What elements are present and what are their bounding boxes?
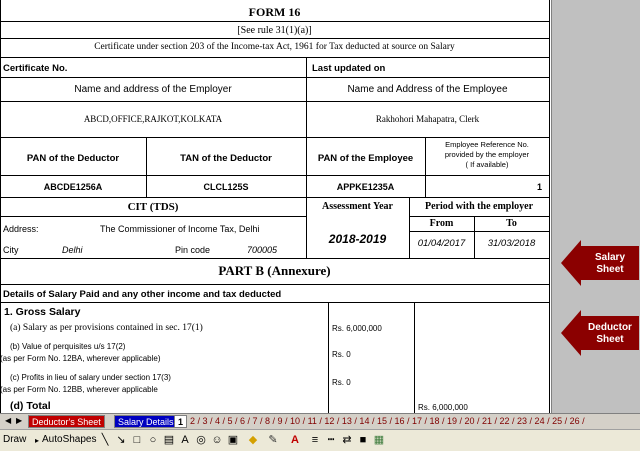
emp-ref-label-1: Employee Reference No. <box>445 140 529 149</box>
item-c-value: Rs. 0 <box>332 378 351 387</box>
form-title: FORM 16 <box>248 5 301 19</box>
dash-style-icon[interactable]: ┅ <box>327 434 335 446</box>
pincode-label: Pin code <box>175 245 211 255</box>
item-b-note: (as per Form No. 12BA, wherever applicable) <box>0 354 161 363</box>
cit-label: CIT (TDS) <box>127 201 179 213</box>
tab-scroll-right-icon[interactable]: ▶ <box>16 416 23 425</box>
to-label: To <box>506 218 517 229</box>
right-gray-area <box>551 0 640 413</box>
city-label: City <box>3 245 19 255</box>
item-a-label: (a) Salary as per provisions contained in sec. 17(1) <box>10 323 203 333</box>
employer-value: ABCD,OFFICE,RAJKOT,KOLKATA <box>83 114 223 124</box>
emp-ref-value: 1 <box>537 182 543 192</box>
employer-name-label: Name and address of the Employer <box>74 84 232 95</box>
pan-deductor-value: ABCDE1256A <box>43 182 103 192</box>
clipart-icon[interactable]: ☺ <box>211 434 223 446</box>
from-value: 01/04/2017 <box>417 238 466 249</box>
drawing-toolbar <box>0 429 640 451</box>
last-updated-label: Last updated on <box>312 63 386 74</box>
numbered-tabs[interactable]: 2 / 3 / 4 / 5 / 6 / 7 / 8 / 9 / 10 / 11 / 12 / 13 / 14 / 15 / 16 / 17 / 18 / 19 / 20 / 21 / 22 / 23 / 24 / 25 / 26 / <box>190 416 585 426</box>
from-label: From <box>429 218 454 229</box>
pincode-value: 700005 <box>247 245 278 255</box>
arrow-icon[interactable]: ↘ <box>116 434 126 446</box>
autoshapes-menu[interactable]: AutoShapes <box>42 434 97 445</box>
line-color-icon[interactable]: ✎ <box>268 434 278 446</box>
item-c-label: (c) Profits in lieu of salary under section 17(3) <box>10 373 171 382</box>
wordart-icon[interactable]: A <box>181 434 189 446</box>
item-b-label: (b) Value of perquisites u/s 17(2) <box>10 342 126 351</box>
city-value: Delhi <box>62 245 83 255</box>
tab-salary-details[interactable]: Salary Details <box>114 415 178 428</box>
rectangle-icon[interactable]: □ <box>133 434 141 446</box>
period-label: Period with the employer <box>424 201 534 212</box>
employee-value: Rakhohori Mahapatra, Clerk <box>375 114 480 124</box>
item-c-note: (as per Form No. 12BB, wherever applicable <box>0 385 158 394</box>
pointer-icon[interactable]: ▸ <box>34 436 39 445</box>
gross-salary-heading: 1. Gross Salary <box>4 306 81 318</box>
textbox-icon[interactable]: ▤ <box>163 434 175 446</box>
address-label: Address: <box>3 224 39 234</box>
emp-ref-label-3: ( If available) <box>465 160 509 169</box>
tan-deductor-value: CLCL125S <box>203 182 249 192</box>
tab-scroll-left-icon[interactable]: ◀ <box>5 416 12 425</box>
item-b-value: Rs. 0 <box>332 350 351 359</box>
font-color-icon[interactable]: A <box>291 434 299 446</box>
item-d-label: (d) Total <box>10 400 51 412</box>
certificate-line: Certificate under section 203 of the Income-tax Act, 1961 for Tax deducted at source on Salary <box>94 42 455 52</box>
fill-color-icon[interactable]: ◆ <box>248 434 258 446</box>
certificate-no-label: Certificate No. <box>3 63 68 74</box>
sheet-tab-bar <box>0 413 640 429</box>
diagram-icon[interactable]: ◎ <box>196 434 206 446</box>
to-value: 31/03/2018 <box>487 238 536 249</box>
line-style-icon[interactable]: ≡ <box>311 434 319 446</box>
part-b-title: PART B (Annexure) <box>218 263 331 278</box>
tan-deductor-label: TAN of the Deductor <box>180 153 272 164</box>
pan-employee-label: PAN of the Employee <box>317 153 414 164</box>
address-value: The Commissioner of Income Tax, Delhi <box>100 224 260 234</box>
emp-ref-label-2: provided by the employer <box>444 150 530 159</box>
shadow-style-icon[interactable]: ■ <box>359 434 367 446</box>
3d-style-icon[interactable]: ▦ <box>373 434 385 446</box>
line-icon[interactable]: ╲ <box>101 434 109 446</box>
salary-sheet-arrow-label[interactable]: Salary Sheet <box>594 252 626 275</box>
draw-menu[interactable]: Draw <box>3 434 27 445</box>
item-a-value: Rs. 6,000,000 <box>332 324 382 333</box>
tab-deductors-sheet[interactable]: Deductor's Sheet <box>28 415 105 428</box>
tab-1[interactable]: 1 <box>174 415 187 428</box>
picture-icon[interactable]: ▣ <box>227 434 239 446</box>
item-d-value: Rs. 6,000,000 <box>418 403 468 412</box>
salary-details-heading: Details of Salary Paid and any other income and tax deducted <box>3 289 282 300</box>
assessment-year-value: 2018-2019 <box>328 232 387 246</box>
oval-icon[interactable]: ○ <box>149 434 157 446</box>
assessment-year-label: Assessment Year <box>321 201 393 212</box>
arrow-style-icon[interactable]: ⇄ <box>342 434 352 446</box>
pan-deductor-label: PAN of the Deductor <box>26 153 120 164</box>
form-rule: [See rule 31(1)(a)] <box>237 25 312 36</box>
employee-name-label: Name and Address of the Employee <box>347 84 508 95</box>
pan-employee-value: APPKE1235A <box>336 182 395 192</box>
deductor-sheet-arrow-label[interactable]: Deductor Sheet <box>588 322 632 345</box>
